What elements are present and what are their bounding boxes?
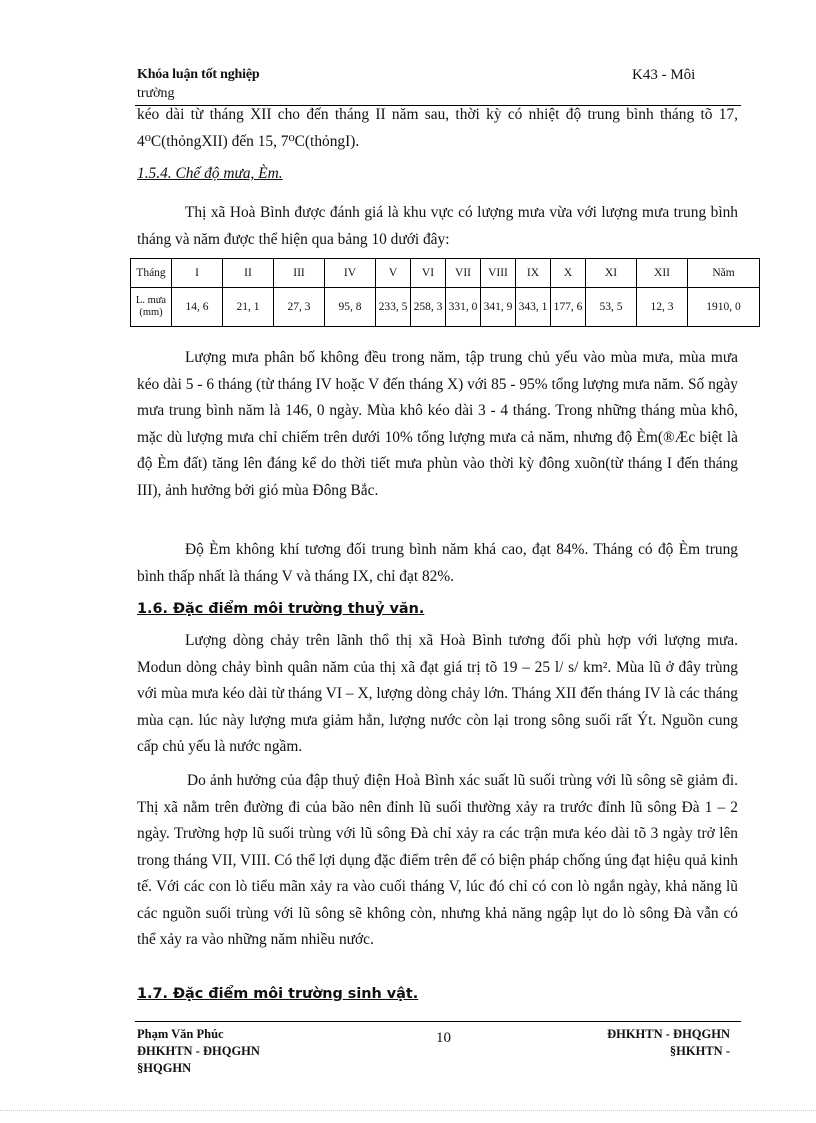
table-header-cell: X [551, 259, 586, 288]
section-heading-1-5-4: 1.5.4. Chế độ mưa, Èm. [137, 165, 283, 182]
footer-institution-continuation: §HQGHN [137, 1061, 192, 1075]
table-header-cell: IV [325, 259, 376, 288]
table-cell: 233, 5 [376, 288, 411, 327]
table-header-cell: Năm [688, 259, 760, 288]
humidity-paragraph: Độ Èm không khí tương đối trung bình năm khá cao, đạt 84%. Tháng có độ Èm trung bình thấp nhất là tháng V và tháng IX, chỉ đạt 82%. [137, 541, 738, 585]
rain-distribution-paragraph: Lượng mưa phân bố không đều trong năm, tập trung chủ yếu vào mùa mưa, mùa mưa kéo dài 5 - 6 tháng (từ tháng IV hoặc V đến tháng X) với 85 - 95% tổng lượng mưa năm. Số ngày mưa trung bình năm là 146, 0 ngày. Mùa khô kéo dài 3 - 4 tháng. Trong những tháng mùa khô, mặc dù lượng mưa chỉ chiếm trên dưới 10% tổng lượng mưa cả năm, nhưng độ Èm(®Æc biệt là độ Èm đất) tăng lên đáng kể do thời tiết mưa phùn vào thời kỳ đông xuõn(từ tháng I đến tháng III), ảnh hưởng bởi gió mùa Đông Bắc. [137, 349, 738, 499]
table-header-cell: IX [516, 259, 551, 288]
page-number: 10 [436, 1030, 451, 1046]
footer-right [590, 1026, 730, 1060]
table-header-cell: V [376, 259, 411, 288]
footer-right-institution-continuation: §HKHTN - [669, 1044, 730, 1058]
page-bottom-divider [0, 1110, 816, 1111]
dam-influence-paragraph: Do ảnh hưởng của đập thuỷ điện Hoà Bình xác suất lũ suối trùng với lũ sông sẽ giảm đi. Thị xã nằm trên đường đi của bão nên đỉnh lũ suối thường xảy ra trước đỉnh lũ sông Đà 1 – 2 ngày. Trường hợp lũ suối trùng với lũ sông Đà chỉ xảy ra các trận mưa kéo dài tõ 3 ngày trở lên trong tháng VII, VIII. Có thể lợi dụng đặc điểm trên để có biện pháp chống úng đạt hiệu quả kinh tế. Với các con lò tiểu mãn xảy ra vào cuối tháng V, lúc đó chỉ có con lò ngắn ngày, khả năng lũ các nguồn suối trùng với lũ sông sẽ không còn, nhưng khả năng ngập lụt do lò sông Đà vẫn có thể xảy ra vào những năm nhiều nước. [137, 772, 738, 948]
section-heading-1-7: 1.7. Đặc điểm môi trường sinh vật. [137, 986, 419, 1002]
table-header-cell: III [274, 259, 325, 288]
table-header-cell: VI [411, 259, 446, 288]
table-header-row [131, 259, 760, 288]
table-cell: 343, 1 [516, 288, 551, 327]
table-header-cell: II [223, 259, 274, 288]
rainfall-table [130, 258, 760, 327]
header-title-continuation: trường [137, 86, 175, 101]
table-cell: 177, 6 [551, 288, 586, 327]
table-cell: 21, 1 [223, 288, 274, 327]
footer-right-institution: ĐHKHTN - ĐHQGHN [607, 1027, 730, 1041]
header-title: Khóa luận tốt nghiệp [137, 67, 260, 82]
footer-rule [135, 1021, 741, 1022]
footer-left [137, 1026, 260, 1077]
header-class-label: K43 - Môi [632, 67, 696, 83]
table-cell: 331, 0 [446, 288, 481, 327]
table-cell: 27, 3 [274, 288, 325, 327]
water-flow-paragraph: Lượng dòng chảy trên lãnh thổ thị xã Hoà Bình tương đối phù hợp với lượng mưa. Modun dòng chảy bình quân năm của thị xã đạt giá trị tõ 19 – 25 l/ s/ km². Mùa lũ ở đây trùng với mùa mưa kéo dài từ tháng VI – X, lượng dòng chảy lớn. Tháng XII đến tháng IV là các tháng mùa cạn. lúc này lượng mưa giảm hẳn, lượng nước còn lại trong sông suối rất Ýt. Nguồn cung cấp chủ yếu là nước ngầm. [137, 632, 738, 755]
table-cell: 341, 9 [481, 288, 516, 327]
table-cell: 14, 6 [172, 288, 223, 327]
table-cell: 95, 8 [325, 288, 376, 327]
footer-author: Phạm Văn Phúc [137, 1027, 224, 1041]
table-header-cell: VII [446, 259, 481, 288]
table-cell: 53, 5 [586, 288, 637, 327]
table-header-cell: Tháng [131, 259, 172, 288]
table-cell: 12, 3 [637, 288, 688, 327]
footer-institution: ĐHKHTN - ĐHQGHN [137, 1044, 260, 1058]
table-cell: 258, 3 [411, 288, 446, 327]
table-cell: 1910, 0 [688, 288, 760, 327]
table-header-cell: VIII [481, 259, 516, 288]
table-header-cell: XII [637, 259, 688, 288]
table-row-label: L. mưa (mm) [131, 288, 172, 327]
table-header-cell: I [172, 259, 223, 288]
intro-paragraph: kéo dài từ tháng XII cho đến tháng II năm sau, thời kỳ có nhiệt độ trung bình tháng tõ 17, 4⁰C(thỏngXII) đến 15, 7⁰C(thỏngI). [137, 106, 738, 150]
table-row [131, 288, 760, 327]
rain-intro-paragraph: Thị xã Hoà Bình được đánh giá là khu vực có lượng mưa vừa với lượng mưa trung bình tháng và năm được thể hiện qua bảng 10 dưới đây: [137, 204, 738, 248]
section-heading-1-6: 1.6. Đặc điểm môi trường thuỷ văn. [137, 601, 425, 617]
table-header-cell: XI [586, 259, 637, 288]
